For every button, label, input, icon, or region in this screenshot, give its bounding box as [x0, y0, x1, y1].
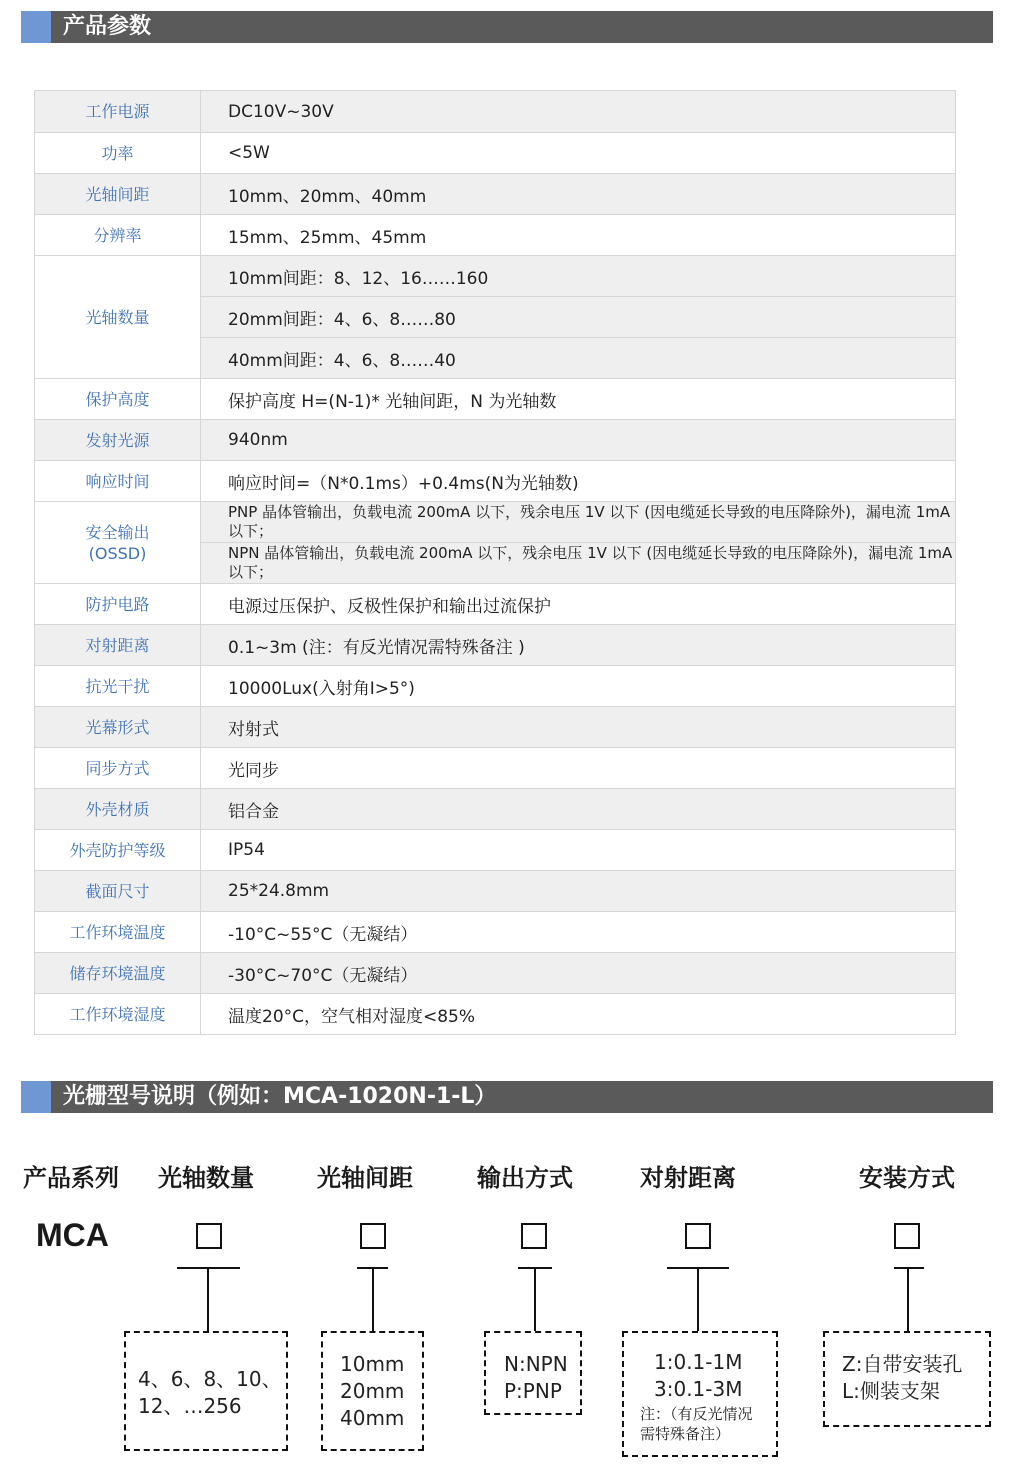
connector-line	[697, 1268, 699, 1331]
spec-label: 光轴数量	[35, 256, 201, 379]
section-header-model	[21, 1081, 993, 1113]
section-accent	[21, 1081, 51, 1113]
table-row	[35, 584, 956, 625]
option-box-mounting	[823, 1331, 991, 1427]
table-row	[35, 420, 956, 461]
table-row	[35, 994, 956, 1035]
spec-label: 发射光源	[35, 420, 201, 461]
connector-line	[894, 1267, 924, 1269]
spec-value: 25*24.8mm	[201, 871, 956, 912]
spec-label: 外壳防护等级	[35, 830, 201, 871]
spec-label: 同步方式	[35, 748, 201, 789]
option-text: L:侧装支架	[842, 1379, 940, 1403]
spec-label: 工作环境湿度	[35, 994, 201, 1035]
table-row	[35, 625, 956, 666]
spec-label: 抗光干扰	[35, 666, 201, 707]
spec-label: 储存环境温度	[35, 953, 201, 994]
spec-value: NPN 晶体管输出，负载电流 200mA 以下，残余电压 1V 以下 (因电缆延长导致的电压降除外)，漏电流 1mA 以下；	[201, 543, 956, 584]
spec-value: 光同步	[201, 748, 956, 789]
code-header-output: 输出方式	[477, 1164, 573, 1192]
table-row	[35, 215, 956, 256]
spec-label: 保护高度	[35, 379, 201, 420]
option-text: 3:0.1-3M	[654, 1377, 743, 1401]
spec-value: 对射式	[201, 707, 956, 748]
spec-label: 防护电路	[35, 584, 201, 625]
table-row	[35, 953, 956, 994]
option-box-output	[484, 1331, 582, 1415]
spec-label: 工作电源	[35, 91, 201, 133]
table-row	[35, 461, 956, 502]
option-text: 1:0.1-1M	[654, 1350, 743, 1374]
code-slot-square	[360, 1223, 386, 1249]
table-row	[35, 871, 956, 912]
table-row	[35, 133, 956, 174]
option-text: 40mm	[340, 1406, 405, 1430]
spec-table	[34, 90, 956, 1035]
table-row	[35, 256, 956, 297]
spec-label: 光幕形式	[35, 707, 201, 748]
table-row	[35, 707, 956, 748]
option-text: 10mm	[340, 1352, 405, 1376]
code-header-mounting: 安装方式	[859, 1164, 955, 1192]
spec-label: 响应时间	[35, 461, 201, 502]
code-header-axis-pitch: 光轴间距	[317, 1164, 413, 1192]
code-slot-square	[196, 1223, 222, 1249]
code-slot-square	[685, 1223, 711, 1249]
spec-value: 40mm间距：4、6、8……40	[201, 338, 956, 379]
table-row	[35, 912, 956, 953]
table-row	[35, 379, 956, 420]
option-text: 20mm	[340, 1379, 405, 1403]
spec-value: -30°C~70°C（无凝结）	[201, 953, 956, 994]
option-box-distance	[622, 1331, 778, 1457]
spec-value: 10mm、20mm、40mm	[201, 174, 956, 215]
option-text: 12、…256	[138, 1394, 242, 1418]
spec-value: 940nm	[201, 420, 956, 461]
code-header-axis-count: 光轴数量	[158, 1164, 254, 1192]
section-title: 产品参数	[63, 14, 152, 39]
code-slot-square	[521, 1223, 547, 1249]
spec-label: 截面尺寸	[35, 871, 201, 912]
connector-line	[372, 1268, 374, 1331]
table-row	[35, 789, 956, 830]
spec-value: -10°C~55°C（无凝结）	[201, 912, 956, 953]
spec-label: 功率	[35, 133, 201, 174]
connector-line	[907, 1268, 909, 1331]
code-header-distance: 对射距离	[640, 1164, 736, 1192]
spec-value: DC10V~30V	[201, 91, 956, 133]
section-accent	[21, 11, 51, 43]
spec-value: 15mm、25mm、45mm	[201, 215, 956, 256]
section-header-specs	[21, 11, 993, 43]
spec-value: 响应时间=（N*0.1ms）+0.4ms(N为光轴数)	[201, 461, 956, 502]
spec-value: 电源过压保护、反极性保护和输出过流保护	[201, 584, 956, 625]
spec-value: 温度20°C，空气相对湿度<85%	[201, 994, 956, 1035]
table-row	[35, 666, 956, 707]
spec-value: PNP 晶体管输出，负载电流 200mA 以下，残余电压 1V 以下 (因电缆延长导致的电压降除外)，漏电流 1mA 以下；	[201, 502, 956, 543]
spec-value: <5W	[201, 133, 956, 174]
code-header-series: 产品系列	[23, 1164, 119, 1192]
spec-label: 外壳材质	[35, 789, 201, 830]
spec-label: 安全输出 (OSSD)	[35, 502, 201, 584]
spec-value: 保护高度 H=(N-1)* 光轴间距，N 为光轴数	[201, 379, 956, 420]
section-title: 光栅型号说明（例如：MCA-1020N-1-L）	[63, 1084, 497, 1109]
option-note: 注：（有反光情况	[640, 1405, 753, 1423]
spec-value: 0.1~3m (注：有反光情况需特殊备注 )	[201, 625, 956, 666]
table-row	[35, 174, 956, 215]
option-box-axis-pitch	[321, 1331, 424, 1451]
option-text: N:NPN	[504, 1352, 568, 1376]
spec-label: 光轴间距	[35, 174, 201, 215]
spec-value: 20mm间距：4、6、8……80	[201, 297, 956, 338]
option-text: 4、6、8、10、	[138, 1367, 282, 1391]
spec-label: 分辨率	[35, 215, 201, 256]
option-box-axis-count	[124, 1331, 288, 1451]
spec-value: 10000Lux(入射角I>5°)	[201, 666, 956, 707]
spec-value: IP54	[201, 830, 956, 871]
spec-label: 工作环境温度	[35, 912, 201, 953]
connector-line	[207, 1268, 209, 1331]
connector-line	[534, 1268, 536, 1331]
option-text: Z:自带安装孔	[842, 1352, 963, 1376]
spec-value: 铝合金	[201, 789, 956, 830]
code-slot-square	[894, 1223, 920, 1249]
spec-value: 10mm间距：8、12、16……160	[201, 256, 956, 297]
series-code: MCA	[36, 1217, 109, 1253]
option-text: P:PNP	[504, 1379, 562, 1403]
spec-label: 对射距离	[35, 625, 201, 666]
table-row	[35, 91, 956, 133]
table-row	[35, 830, 956, 871]
table-row	[35, 502, 956, 543]
table-row	[35, 748, 956, 789]
option-note: 需特殊备注）	[640, 1425, 731, 1443]
